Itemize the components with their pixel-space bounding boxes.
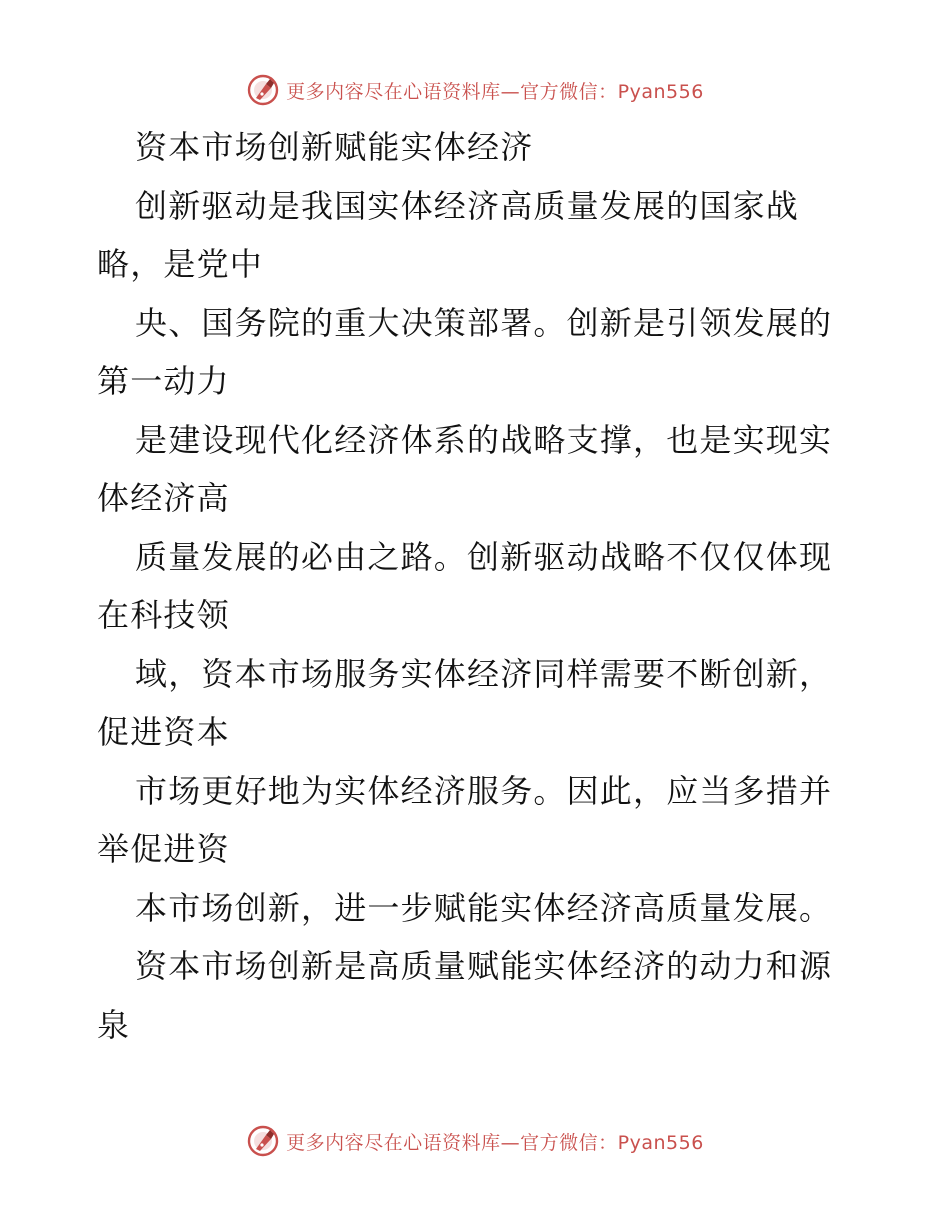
paragraph-line: 体经济高 [97, 479, 230, 517]
document-body [97, 118, 857, 1054]
paragraph-line: 央、国务院的重大决策部署。创新是引领发展的 [135, 303, 833, 342]
paragraph-line: 市场更好地为实体经济服务。因此，应当多措并 [135, 771, 833, 810]
paragraph-line: 资本市场创新是高质量赋能实体经济的动力和源 [135, 947, 833, 985]
paragraph-line: 创新驱动是我国实体经济高质量发展的国家战 [135, 186, 800, 225]
paragraph-line: 在科技领 [97, 596, 230, 634]
footer-banner-text: 更多内容尽在心语资料库—官方微信：Pyan556 [286, 1131, 704, 1154]
pen-nib-logo-icon [246, 1124, 280, 1158]
paragraph-line: 本市场创新，进一步赋能实体经济高质量发展。 [135, 888, 833, 927]
paragraph-line: 促进资本 [97, 713, 230, 751]
paragraph-line: 泉 [97, 1005, 131, 1044]
header-banner [0, 70, 950, 110]
pen-nib-logo-icon [246, 73, 280, 107]
paragraph-line: 略，是党中 [97, 245, 264, 283]
document-title: 资本市场创新赋能实体经济 [135, 128, 534, 166]
paragraph-line: 举促进资 [97, 830, 230, 868]
paragraph-line: 第一动力 [97, 362, 230, 400]
footer-banner [0, 1121, 950, 1161]
paragraph-line: 是建设现代化经济体系的战略支撑，也是实现实 [135, 420, 833, 459]
paragraph-line: 域，资本市场服务实体经济同样需要不断创新， [135, 654, 833, 693]
header-banner-text: 更多内容尽在心语资料库—官方微信：Pyan556 [286, 80, 704, 103]
paragraph-line: 质量发展的必由之路。创新驱动战略不仅仅体现 [135, 537, 833, 576]
